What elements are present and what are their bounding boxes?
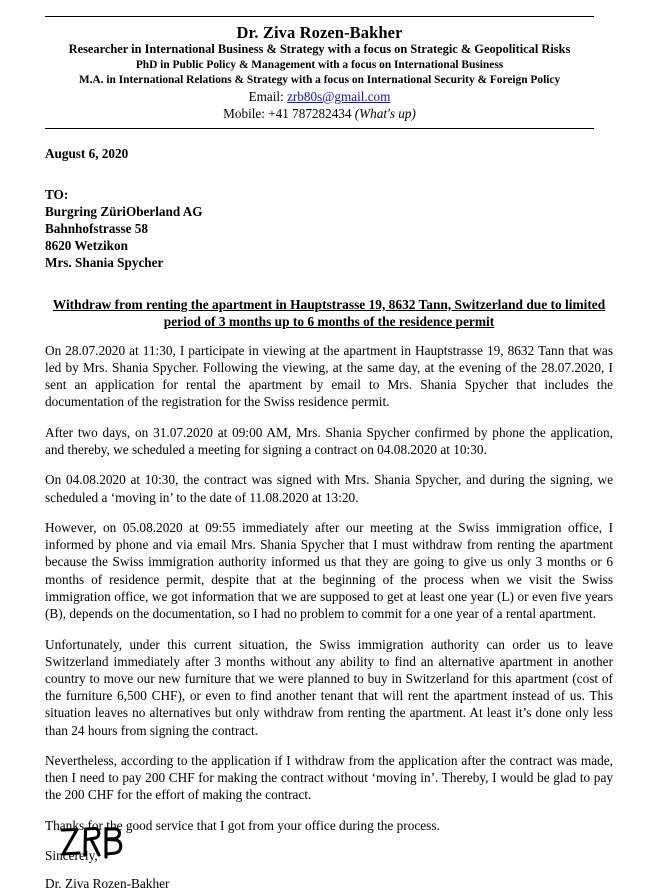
- email-link[interactable]: zrb80s@gmail.com: [287, 88, 391, 104]
- recipient-to-label: TO:: [45, 186, 69, 202]
- letter-paragraph: Nevertheless, according to the application if I withdraw from the application after the contract was made, then I need to pay 200 CHF for making the contract without ‘moving in’. Thereby, I would be glad to pay the 200 CHF for the effort of making the contract.: [45, 753, 613, 803]
- letterhead-name: Dr. Ziva Rozen-Bakher: [236, 23, 403, 42]
- letter-body: [45, 146, 613, 892]
- letter-paragraph: However, on 05.08.2020 at 09:55 immediately after our meeting at the Swiss immigration office, I informed by phone and via email Mrs. Shania Spycher that I must withdraw from renting the apartment because the Swiss immigration authority informed us that they are going to give us only 3 months or 6 months of residence permit, despite that at the beginning of the process when we visit the Swiss immigration office, we got information that we are supposed to get at least one year (L) or even five years (B), depends on the documentation, so I had no problem to commit for a one year of a rental apartment.: [45, 520, 613, 622]
- recipient-street: Bahnhofstrasse 58: [45, 220, 148, 236]
- letter-paragraph: Unfortunately, under this current situation, the Swiss immigration authority can order us to leave Switzerland immediately after 3 months without any ability to find an alternative apartment in another country to move our new furniture that we were planned to buy in Switzerland for this apartment (cost of the furniture 6,500 CHF), or even to find another tenant that will rent the apartment instead of us. This situation leaves no alternatives but only withdraw from renting the apartment. At least it’s done only less than 24 hours from signing the contract.: [45, 636, 613, 738]
- recipient-contact-person: Mrs. Shania Spycher: [45, 254, 164, 270]
- email-label: Email:: [248, 88, 284, 104]
- letter-paragraph: On 04.08.2020 at 10:30, the contract was signed with Mrs. Shania Spycher, and during the signing, we scheduled a ‘moving in’ to the date of 11.08.2020 at 13:20.: [45, 472, 613, 505]
- letterhead-degree-ma: M.A. in International Relations & Strategy with a focus on International Security & Foreign Policy: [78, 73, 561, 86]
- letterhead-degree-phd: PhD in Public Policy & Management with a focus on International Business: [135, 58, 504, 71]
- letter-paragraph: Thanks for the good service that I got from your office during the process.: [45, 817, 440, 833]
- handwritten-signature: [58, 822, 128, 866]
- letter-signer-name: Dr. Ziva Rozen-Bakher: [45, 875, 170, 891]
- recipient-city: 8620 Wetzikon: [45, 237, 128, 253]
- mobile-note: (What's up): [354, 106, 416, 121]
- letter-paragraph: After two days, on 31.07.2020 at 09:00 AM, Mrs. Shania Spycher confirmed by phone the application, and thereby, we scheduled a meeting for signing a contract on 04.08.2020 at 10:30.: [45, 424, 613, 457]
- mobile-number: +41 787282434: [268, 106, 352, 121]
- letter-paragraph: On 28.07.2020 at 11:30, I participate in viewing at the apartment in Hauptstrasse 19, 8632 Tann that was led by Mrs. Shania Spycher. Following the viewing, at the same day, at the evening of the 28.07.2020, I sent an application for rental the apartment by email to Mrs. Shania Spycher that includes the documentation of the registration for the Swiss residence permit.: [45, 342, 613, 410]
- recipient-block: [45, 186, 613, 271]
- letter-date: August 6, 2020: [45, 145, 129, 161]
- letterhead: [45, 16, 594, 129]
- letter-closing: Sincerely,: [45, 848, 98, 864]
- mobile-label: Mobile:: [223, 106, 265, 121]
- signature-initials-icon: [58, 822, 128, 866]
- letterhead-email-line: [45, 88, 594, 106]
- letterhead-mobile-line: [45, 105, 594, 123]
- letter-page: [0, 16, 658, 891]
- recipient-company: Burgring ZüriOberland AG: [45, 203, 203, 219]
- letter-subject: Withdraw from renting the apartment in Hauptstrasse 19, 8632 Tann, Switzerland due to limited period of 3 months up to 6 months of the residence permit: [52, 296, 606, 329]
- letterhead-role: Researcher in International Business & Strategy with a focus on Strategic & Geopolitical Risks: [68, 42, 571, 56]
